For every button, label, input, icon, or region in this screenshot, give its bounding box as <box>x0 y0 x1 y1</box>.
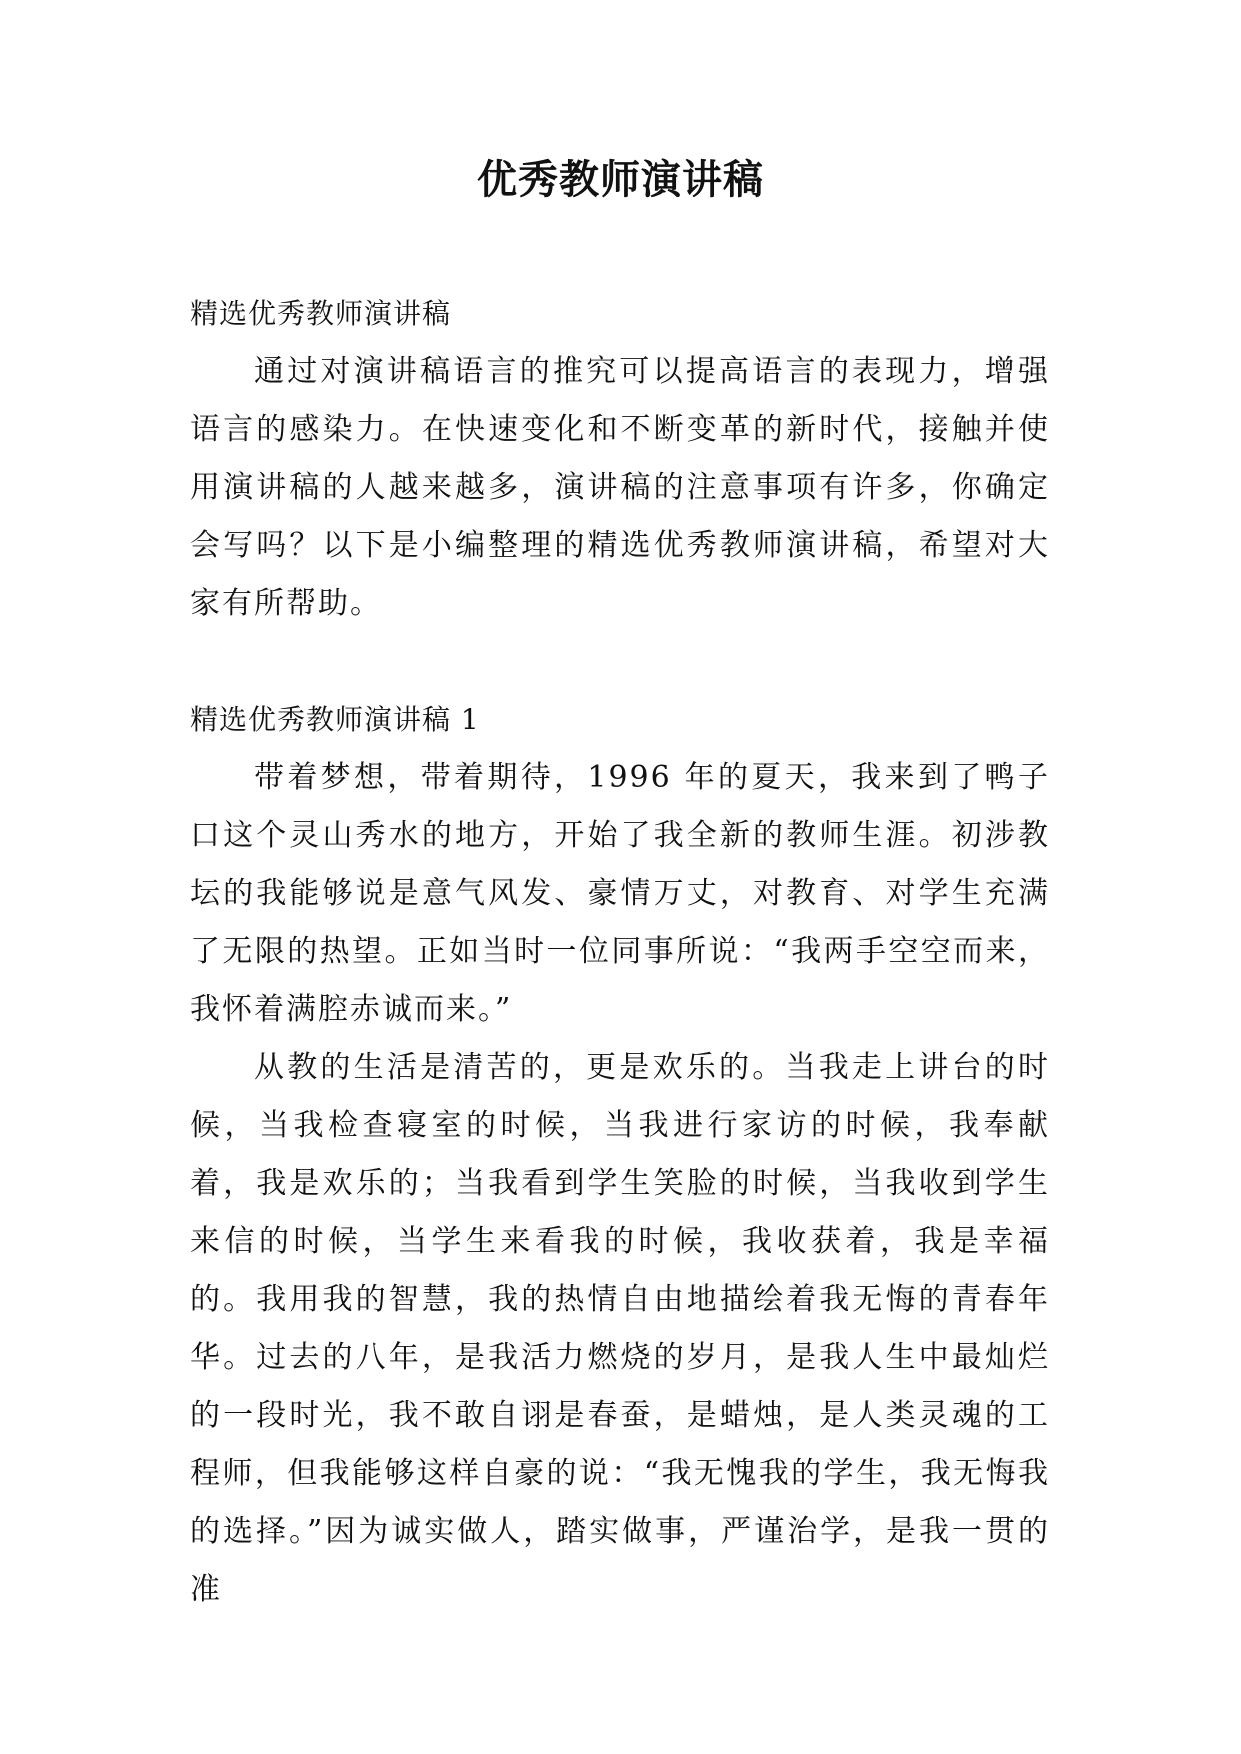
section1-paragraph-1: 带着梦想，带着期待，1996 年的夏天，我来到了鸭子口这个灵山秀水的地方，开始了我全新的教师生涯。初涉教坛的我能够说是意气风发、豪情万丈，对教育、对学生充满了无限的热望。正如当时一位同事所说：“我两手空空而来，我怀着满腔赤诚而来。” <box>190 760 1050 1027</box>
section-spacer <box>190 633 1050 691</box>
document-title: 优秀教师演讲稿 <box>477 157 764 203</box>
section1-paragraph-2: 从教的生活是清苦的，更是欢乐的。当我走上讲台的时候，当我检查寝室的时候，当我进行家访的时候，我奉献着，我是欢乐的；当我看到学生笑脸的时候，当我收到学生来信的时候，当学生来看我的时候，我收获着，我是幸福的。我用我的智慧，我的热情自由地描绘着我无悔的青春年华。过去的八年，是我活力燃烧的岁月，是我人生中最灿烂的一段时光，我不敢自诩是春蚕，是蜡烛，是人类灵魂的工程师，但我能够这样自豪的说：“我无愧我的学生，我无悔我的选择。”因为诚实做人，踏实做事，严谨治学，是我一贯的准 <box>190 1050 1050 1607</box>
document-body <box>190 285 1050 1619</box>
intro-heading: 精选优秀教师演讲稿 <box>190 297 452 330</box>
section1-heading: 精选优秀教师演讲稿 1 <box>190 703 480 736</box>
intro-paragraph: 通过对演讲稿语言的推究可以提高语言的表现力，增强语言的感染力。在快速变化和不断变革的新时代，接触并使用演讲稿的人越来越多，演讲稿的注意事项有许多，你确定会写吗？以下是小编整理的精选优秀教师演讲稿，希望对大家有所帮助。 <box>190 354 1050 621</box>
